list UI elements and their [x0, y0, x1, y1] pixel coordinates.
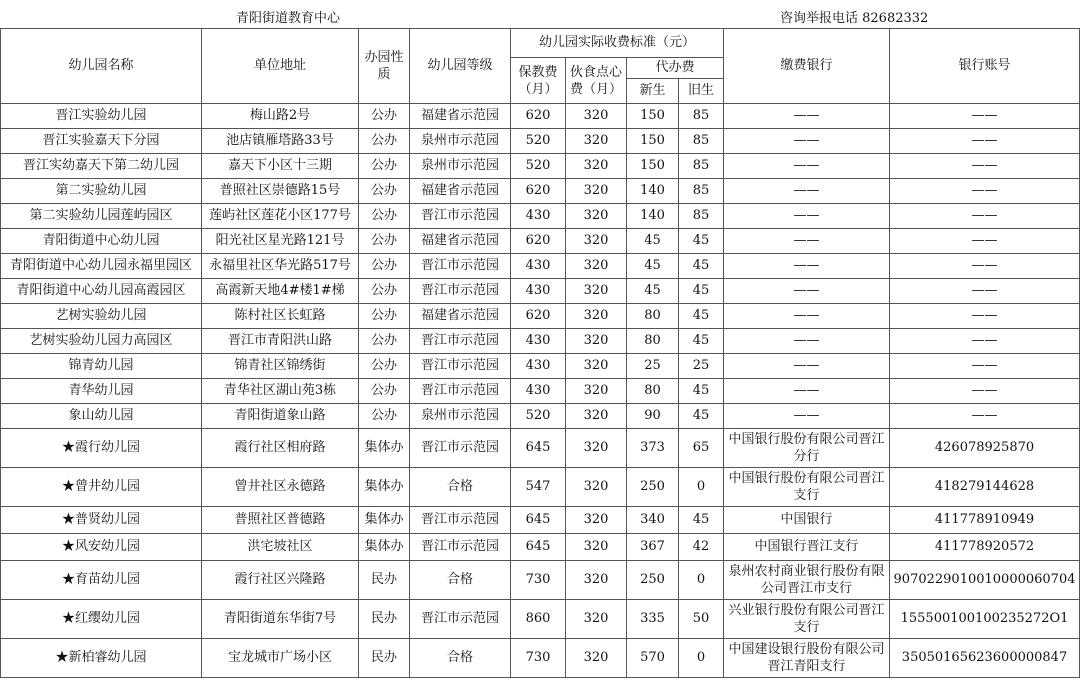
cell-name: ★霞行幼儿园: [1, 429, 202, 468]
cell-nature: 公办: [359, 104, 410, 129]
cell-bank: ——: [724, 129, 890, 154]
cell-meal: 320: [566, 429, 627, 468]
cell-account: 155500100100235272O1: [890, 600, 1080, 639]
cell-meal: 320: [566, 468, 627, 507]
cell-nature: 公办: [359, 254, 410, 279]
cell-new: 45: [627, 254, 679, 279]
cell-old: 50: [679, 600, 724, 639]
cell-account: ——: [890, 229, 1080, 254]
header-bar: [0, 0, 1080, 28]
cell-bank: ——: [724, 304, 890, 329]
cell-name: 第二实验幼儿园: [1, 179, 202, 204]
cell-meal: 320: [566, 639, 627, 678]
cell-name: ★育苗幼儿园: [1, 561, 202, 600]
cell-address: 宝龙城市广场小区: [202, 639, 359, 678]
cell-name: 晋江实验幼儿园: [1, 104, 202, 129]
cell-nature: 集体办: [359, 507, 410, 534]
cell-level: 晋江市示范园: [410, 329, 511, 354]
cell-new: 570: [627, 639, 679, 678]
cell-account: ——: [890, 154, 1080, 179]
table-row: [1, 534, 1080, 561]
cell-address: 洪宅坡社区: [202, 534, 359, 561]
cell-new: 150: [627, 104, 679, 129]
cell-account: ——: [890, 379, 1080, 404]
col-header-new: 新生: [627, 79, 679, 104]
cell-address: 青阳街道象山路: [202, 404, 359, 429]
cell-level: 泉州市示范园: [410, 129, 511, 154]
cell-nature: 集体办: [359, 429, 410, 468]
cell-meal: 320: [566, 404, 627, 429]
cell-meal: 320: [566, 204, 627, 229]
cell-care: 430: [511, 204, 566, 229]
cell-new: 80: [627, 304, 679, 329]
cell-account: 426078925870: [890, 429, 1080, 468]
cell-bank: ——: [724, 154, 890, 179]
table-row: [1, 639, 1080, 678]
cell-address: 晋江市青阳洪山路: [202, 329, 359, 354]
cell-meal: 320: [566, 229, 627, 254]
cell-nature: 集体办: [359, 468, 410, 507]
cell-address: 池店镇雁塔路33号: [202, 129, 359, 154]
cell-name: 象山幼儿园: [1, 404, 202, 429]
col-header-fee-group: 幼儿园实际收费标准（元）: [511, 29, 724, 58]
cell-care: 620: [511, 179, 566, 204]
col-header-account: 银行账号: [890, 29, 1080, 104]
cell-meal: 320: [566, 304, 627, 329]
cell-nature: 公办: [359, 354, 410, 379]
cell-new: 80: [627, 379, 679, 404]
cell-address: 梅山路2号: [202, 104, 359, 129]
col-header-bank: 缴费银行: [724, 29, 890, 104]
cell-old: 45: [679, 507, 724, 534]
cell-account: ——: [890, 104, 1080, 129]
cell-level: 福建省示范园: [410, 229, 511, 254]
cell-care: 430: [511, 329, 566, 354]
cell-name: 青阳街道中心幼儿园永福里园区: [1, 254, 202, 279]
cell-level: 晋江市示范园: [410, 600, 511, 639]
cell-level: 晋江市示范园: [410, 354, 511, 379]
cell-old: 65: [679, 429, 724, 468]
cell-nature: 公办: [359, 404, 410, 429]
cell-care: 430: [511, 279, 566, 304]
cell-account: ——: [890, 179, 1080, 204]
cell-address: 青阳街道东华街7号: [202, 600, 359, 639]
cell-old: 45: [679, 329, 724, 354]
cell-old: 0: [679, 639, 724, 678]
cell-meal: 320: [566, 507, 627, 534]
cell-bank: 中国银行股份有限公司晋江分行: [724, 429, 890, 468]
cell-bank: 中国银行股份有限公司晋江支行: [724, 468, 890, 507]
cell-care: 430: [511, 379, 566, 404]
cell-new: 140: [627, 179, 679, 204]
table-row: [1, 354, 1080, 379]
cell-bank: ——: [724, 179, 890, 204]
cell-name: 青华幼儿园: [1, 379, 202, 404]
cell-bank: 中国建设银行股份有限公司晋江青阳支行: [724, 639, 890, 678]
cell-care: 645: [511, 429, 566, 468]
cell-level: 晋江市示范园: [410, 429, 511, 468]
cell-level: 晋江市示范园: [410, 279, 511, 304]
cell-old: 85: [679, 129, 724, 154]
cell-address: 霞行社区相府路: [202, 429, 359, 468]
cell-care: 730: [511, 639, 566, 678]
cell-care: 620: [511, 304, 566, 329]
cell-level: 晋江市示范园: [410, 204, 511, 229]
cell-nature: 民办: [359, 639, 410, 678]
cell-old: 0: [679, 468, 724, 507]
table-row: [1, 379, 1080, 404]
col-header-agency: 代办费: [627, 58, 724, 79]
cell-nature: 公办: [359, 329, 410, 354]
table-row: [1, 179, 1080, 204]
cell-nature: 公办: [359, 229, 410, 254]
cell-bank: 中国银行晋江支行: [724, 534, 890, 561]
cell-meal: 320: [566, 279, 627, 304]
cell-account: 411778920572: [890, 534, 1080, 561]
cell-meal: 320: [566, 179, 627, 204]
table-row: [1, 254, 1080, 279]
cell-new: 80: [627, 329, 679, 354]
cell-level: 晋江市示范园: [410, 507, 511, 534]
cell-bank: ——: [724, 104, 890, 129]
cell-meal: 320: [566, 561, 627, 600]
cell-new: 150: [627, 129, 679, 154]
cell-care: 860: [511, 600, 566, 639]
cell-bank: 兴业银行股份有限公司晋江支行: [724, 600, 890, 639]
cell-bank: 泉州农村商业银行股份有限公司晋江市支行: [724, 561, 890, 600]
cell-new: 90: [627, 404, 679, 429]
cell-new: 45: [627, 279, 679, 304]
table-row: [1, 404, 1080, 429]
cell-account: ——: [890, 329, 1080, 354]
cell-address: 青华社区湖山苑3栋: [202, 379, 359, 404]
col-header-meal: 伙食点心费（月）: [566, 58, 627, 104]
cell-account: ——: [890, 129, 1080, 154]
cell-old: 25: [679, 354, 724, 379]
cell-care: 520: [511, 154, 566, 179]
cell-account: ——: [890, 354, 1080, 379]
cell-level: 福建省示范园: [410, 179, 511, 204]
cell-bank: ——: [724, 204, 890, 229]
cell-new: 367: [627, 534, 679, 561]
cell-name: 艺树实验幼儿园力高园区: [1, 329, 202, 354]
cell-name: ★普贤幼儿园: [1, 507, 202, 534]
cell-bank: ——: [724, 279, 890, 304]
cell-nature: 民办: [359, 561, 410, 600]
cell-care: 645: [511, 507, 566, 534]
cell-bank: ——: [724, 379, 890, 404]
cell-name: ★风安幼儿园: [1, 534, 202, 561]
cell-address: 高霞新天地4#楼1#梯: [202, 279, 359, 304]
cell-account: 9070229010010000060704: [890, 561, 1080, 600]
table-row: [1, 229, 1080, 254]
cell-care: 645: [511, 534, 566, 561]
table-row: [1, 507, 1080, 534]
org-title: 青阳街道教育中心: [236, 11, 341, 26]
cell-old: 45: [679, 304, 724, 329]
cell-address: 莲屿社区莲花小区177号: [202, 204, 359, 229]
cell-meal: 320: [566, 129, 627, 154]
cell-meal: 320: [566, 254, 627, 279]
col-header-old: 旧生: [679, 79, 724, 104]
cell-name: 青阳街道中心幼儿园: [1, 229, 202, 254]
table-row: [1, 279, 1080, 304]
cell-account: ——: [890, 404, 1080, 429]
table-row: [1, 129, 1080, 154]
cell-level: 晋江市示范园: [410, 534, 511, 561]
cell-address: 霞行社区兴隆路: [202, 561, 359, 600]
cell-nature: 公办: [359, 129, 410, 154]
cell-level: 晋江市示范园: [410, 254, 511, 279]
cell-address: 阳光社区星光路121号: [202, 229, 359, 254]
cell-new: 250: [627, 468, 679, 507]
cell-name: 锦青幼儿园: [1, 354, 202, 379]
cell-meal: 320: [566, 534, 627, 561]
cell-level: 泉州市示范园: [410, 154, 511, 179]
cell-nature: 集体办: [359, 534, 410, 561]
cell-bank: ——: [724, 229, 890, 254]
cell-name: ★曾井幼儿园: [1, 468, 202, 507]
cell-care: 430: [511, 354, 566, 379]
cell-level: 合格: [410, 639, 511, 678]
cell-bank: ——: [724, 404, 890, 429]
cell-old: 85: [679, 179, 724, 204]
cell-nature: 公办: [359, 304, 410, 329]
cell-meal: 320: [566, 600, 627, 639]
cell-level: 福建省示范园: [410, 304, 511, 329]
cell-name: 晋江实幼嘉天下第二幼儿园: [1, 154, 202, 179]
cell-account: ——: [890, 204, 1080, 229]
cell-new: 25: [627, 354, 679, 379]
cell-new: 340: [627, 507, 679, 534]
cell-name: 晋江实验嘉天下分园: [1, 129, 202, 154]
cell-care: 620: [511, 229, 566, 254]
cell-new: 250: [627, 561, 679, 600]
cell-address: 陈村社区长虹路: [202, 304, 359, 329]
col-header-care: 保教费（月）: [511, 58, 566, 104]
cell-name: 青阳街道中心幼儿园高霞园区: [1, 279, 202, 304]
cell-care: 547: [511, 468, 566, 507]
cell-old: 45: [679, 379, 724, 404]
cell-nature: 公办: [359, 379, 410, 404]
cell-new: 373: [627, 429, 679, 468]
cell-old: 85: [679, 204, 724, 229]
cell-address: 嘉天下小区十三期: [202, 154, 359, 179]
cell-old: 45: [679, 254, 724, 279]
cell-care: 520: [511, 404, 566, 429]
cell-old: 42: [679, 534, 724, 561]
cell-account: 411778910949: [890, 507, 1080, 534]
cell-bank: ——: [724, 329, 890, 354]
cell-account: 35050165623600000847: [890, 639, 1080, 678]
cell-care: 730: [511, 561, 566, 600]
cell-nature: 公办: [359, 279, 410, 304]
cell-meal: 320: [566, 104, 627, 129]
cell-bank: ——: [724, 354, 890, 379]
cell-meal: 320: [566, 379, 627, 404]
cell-meal: 320: [566, 154, 627, 179]
cell-level: 晋江市示范园: [410, 379, 511, 404]
cell-name: ★红缨幼儿园: [1, 600, 202, 639]
table-row: [1, 561, 1080, 600]
cell-account: ——: [890, 279, 1080, 304]
cell-name: 艺树实验幼儿园: [1, 304, 202, 329]
cell-nature: 公办: [359, 204, 410, 229]
col-header-level: 幼儿园等级: [410, 29, 511, 104]
cell-nature: 公办: [359, 154, 410, 179]
cell-bank: ——: [724, 254, 890, 279]
cell-care: 430: [511, 254, 566, 279]
cell-old: 85: [679, 104, 724, 129]
table-row: [1, 304, 1080, 329]
cell-old: 45: [679, 229, 724, 254]
cell-level: 合格: [410, 561, 511, 600]
cell-address: 曾井社区永德路: [202, 468, 359, 507]
col-header-nature: 办园性质: [359, 29, 410, 104]
cell-account: ——: [890, 254, 1080, 279]
cell-nature: 民办: [359, 600, 410, 639]
cell-bank: 中国银行: [724, 507, 890, 534]
cell-new: 140: [627, 204, 679, 229]
cell-new: 335: [627, 600, 679, 639]
cell-old: 85: [679, 154, 724, 179]
cell-address: 锦青社区锦绣街: [202, 354, 359, 379]
cell-meal: 320: [566, 354, 627, 379]
cell-old: 45: [679, 404, 724, 429]
col-header-address: 单位地址: [202, 29, 359, 104]
cell-care: 520: [511, 129, 566, 154]
cell-level: 泉州市示范园: [410, 404, 511, 429]
table-row: [1, 104, 1080, 129]
table-row: [1, 329, 1080, 354]
cell-level: 合格: [410, 468, 511, 507]
cell-old: 45: [679, 279, 724, 304]
table-row: [1, 204, 1080, 229]
cell-nature: 公办: [359, 179, 410, 204]
fee-table: [0, 28, 1080, 678]
table-row: [1, 468, 1080, 507]
cell-name: 第二实验幼儿园莲屿园区: [1, 204, 202, 229]
cell-address: 普照社区普德路: [202, 507, 359, 534]
table-row: [1, 600, 1080, 639]
cell-care: 620: [511, 104, 566, 129]
cell-account: ——: [890, 304, 1080, 329]
col-header-name: 幼儿园名称: [1, 29, 202, 104]
cell-address: 永福里社区华光路517号: [202, 254, 359, 279]
cell-old: 0: [679, 561, 724, 600]
cell-address: 普照社区崇德路15号: [202, 179, 359, 204]
cell-meal: 320: [566, 329, 627, 354]
cell-new: 45: [627, 229, 679, 254]
cell-level: 福建省示范园: [410, 104, 511, 129]
cell-name: ★新柏睿幼儿园: [1, 639, 202, 678]
hotline-text: 咨询举报电话 82682332: [780, 11, 929, 26]
table-row: [1, 154, 1080, 179]
cell-new: 150: [627, 154, 679, 179]
table-row: [1, 429, 1080, 468]
cell-account: 418279144628: [890, 468, 1080, 507]
